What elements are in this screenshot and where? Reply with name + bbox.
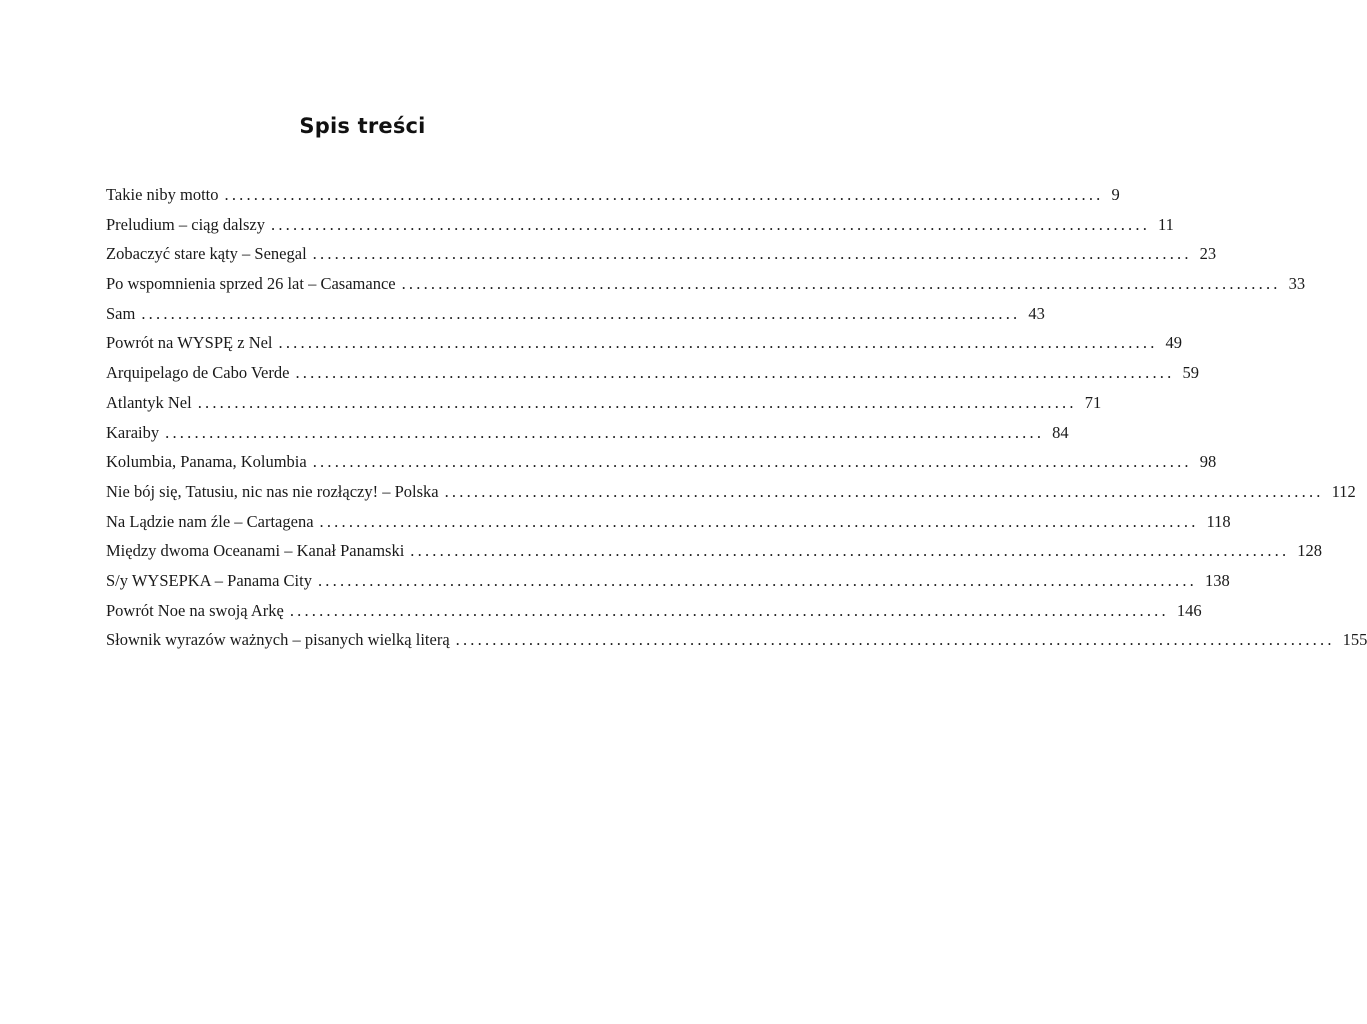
toc-entry-title: Preludium – ciąg dalszy: [106, 214, 266, 234]
toc-entry-page: 59: [1182, 363, 1199, 383]
toc-entry-title: Karaiby: [106, 422, 160, 442]
toc-leader-dots: ........................................................................................................................: [312, 244, 1192, 264]
toc-entry: [106, 596, 1202, 626]
toc-entry-title: Takie niby motto: [106, 185, 219, 204]
toc-entry-page: 138: [1204, 570, 1230, 590]
toc-leader-dots: ........................................................................................................................: [410, 541, 1290, 561]
toc-leader-dots: ........................................................................................................................: [295, 363, 1175, 383]
toc-entry-page: 118: [1206, 511, 1231, 531]
toc-entry-title: Kolumbia, Panama, Kolumbia: [106, 452, 307, 472]
toc-entry-page: 33: [1288, 274, 1306, 294]
toc-entry-page: 84: [1052, 422, 1069, 442]
page-title: Spis treści: [299, 114, 426, 139]
toc-leader-dots: ........................................................................................................................: [197, 392, 1077, 412]
toc-entry-title: S/y WYSEPKA – Panama City: [106, 570, 312, 590]
toc-leader-dots: ........................................................................................................................: [317, 570, 1197, 590]
toc-entry: [106, 507, 1231, 537]
toc-entry-page: 11: [1158, 214, 1174, 234]
toc-entry-page: 128: [1297, 541, 1323, 561]
toc-leader-dots: ........................................................................................................................: [444, 481, 1324, 501]
toc-entry: [106, 358, 1199, 388]
toc-entry: [106, 180, 1120, 210]
toc-entry-title: Na Lądzie nam źle – Cartagena: [106, 511, 314, 531]
toc-entry: [106, 239, 1217, 269]
toc-entry-title: Powrót Noe na swoją Arkę: [106, 600, 284, 620]
toc-entry-title: Nie bój się, Tatusiu, nic nas nie rozłączy! – Polska: [106, 481, 439, 501]
toc-entry: [106, 269, 1306, 299]
toc-leader-dots: ........................................................................................................................: [401, 274, 1281, 294]
toc-entry-title: Słownik wyrazów ważnych – pisanych wielką literą: [106, 630, 450, 650]
toc-entry: [106, 536, 1323, 566]
toc-entry-page: 71: [1084, 392, 1102, 412]
toc-entry: [106, 625, 1367, 655]
table-of-contents: [106, 180, 1367, 655]
toc-entry-page: 49: [1165, 333, 1183, 353]
toc-leader-dots: ........................................................................................................................: [271, 214, 1151, 234]
toc-entry: [106, 418, 1069, 448]
toc-entry-title: Sam: [106, 303, 136, 323]
toc-entry-page: 98: [1199, 452, 1217, 472]
toc-leader-dots: ........................................................................................................................: [289, 600, 1169, 620]
toc-entry: [106, 210, 1174, 240]
toc-entry-title: Zobaczyć stare kąty – Senegal: [106, 244, 307, 264]
toc-entry-title: Po wspomnienia sprzed 26 lat – Casamance: [106, 274, 396, 294]
toc-leader-dots: ........................................................................................................................: [224, 185, 1104, 204]
toc-leader-dots: ........................................................................................................................: [278, 333, 1158, 353]
toc-leader-dots: ........................................................................................................................: [319, 511, 1199, 531]
toc-entry: [106, 477, 1356, 507]
toc-entry: [106, 566, 1230, 596]
toc-entry-page: 9: [1111, 185, 1120, 204]
toc-entry-title: Atlantyk Nel: [106, 392, 192, 412]
toc-entry-page: 112: [1331, 481, 1356, 501]
toc-entry-page: 43: [1028, 303, 1045, 323]
toc-entry: [106, 328, 1183, 358]
toc-entry-title: Między dwoma Oceanami – Kanał Panamski: [106, 541, 405, 561]
toc-entry: [106, 388, 1102, 418]
toc-leader-dots: ........................................................................................................................: [141, 303, 1021, 323]
toc-entry-page: 23: [1199, 244, 1217, 264]
toc-leader-dots: ........................................................................................................................: [455, 630, 1335, 650]
toc-leader-dots: ........................................................................................................................: [165, 422, 1045, 442]
toc-entry-title: Powrót na WYSPĘ z Nel: [106, 333, 273, 353]
toc-entry-page: 146: [1176, 600, 1202, 620]
toc-entry: [106, 299, 1045, 329]
toc-entry-title: Arquipelago de Cabo Verde: [106, 363, 290, 383]
toc-entry: [106, 447, 1217, 477]
toc-leader-dots: ........................................................................................................................: [312, 452, 1192, 472]
toc-entry-page: 155: [1342, 630, 1367, 650]
